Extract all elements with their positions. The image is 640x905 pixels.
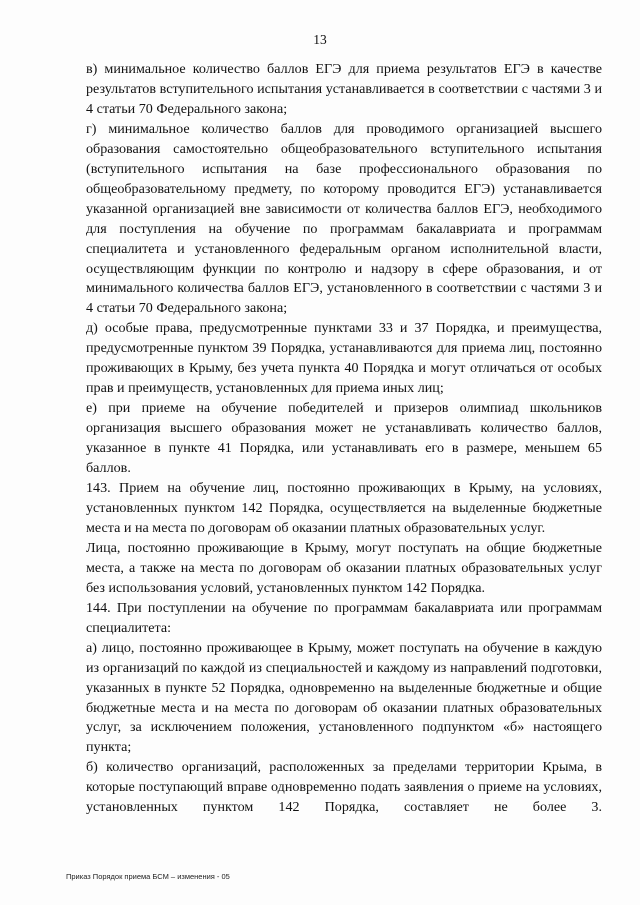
paragraph-143-continued: Лица, постоянно проживающие в Крыму, могут поступать на общие бюджетные места, а также на места по договорам об оказании платных образовательных услуг без использования условий, установленных пунктом 142 Порядка.	[86, 539, 602, 596]
document-body	[86, 60, 602, 818]
paragraph-g: г) минимальное количество баллов для проводимого организацией высшего образования самостоятельно общеобразовательного вступительного испытания (вступительного испытания на базе профессионального образования по общеобразовательному предмету, по которому проводится ЕГЭ) устанавливается указанной организацией вне зависимости от количества баллов ЕГЭ, необходимого для поступления на обучение по программам бакалавриата и программам специалитета и установленного федеральным органом исполнительной власти, осуществляющим функции по контролю и надзору в сфере образования, и от минимального количества баллов ЕГЭ, установленного в соответствии с частями 3 и 4 статьи 70 Федерального закона;	[86, 120, 602, 317]
page-footer: Приказ Порядок приема БСМ – изменения - 05	[66, 872, 230, 881]
paragraph-a: а) лицо, постоянно проживающее в Крыму, может поступать на обучение в каждую из организаций по каждой из специальностей и каждому из направлений подготовки, указанных в пункте 52 Порядка, одновременно на выделенные бюджетные и общие бюджетные места и на места по договорам об оказании платных образовательных услуг, за исключением положения, установленного подпунктом «б» настоящего пункта;	[86, 639, 602, 756]
paragraph-e: е) при приеме на обучение победителей и призеров олимпиад школьников организация высшего образования может не устанавливать количество баллов, указанное в пункте 41 Порядка, или устанавливать его в размере, меньшем 65 баллов.	[86, 400, 602, 477]
paragraph-b: б) количество организаций, расположенных за пределами территории Крыма, в которые поступающий вправе одновременно подать заявления о приеме на условиях, установленных пунктом 142 Порядка, составляет не более 3.	[86, 759, 602, 816]
paragraph-143: 143. Прием на обучение лиц, постоянно проживающих в Крыму, на условиях, установленных пунктом 142 Порядка, осуществляется на выделенные бюджетные места и на места по договорам об оказании платных образовательных услуг.	[86, 480, 602, 536]
paragraph-v: в) минимальное количество баллов ЕГЭ для приема результатов ЕГЭ в качестве результатов вступительного испытания устанавливается в соответствии с частями 3 и 4 статьи 70 Федерального закона;	[86, 61, 602, 117]
paragraph-d: д) особые права, предусмотренные пунктами 33 и 37 Порядка, и преимущества, предусмотренные пунктом 39 Порядка, устанавливаются для приема лиц, постоянно проживающих в Крыму, без учета пункта 40 Порядка и могут отличаться от особых прав и преимуществ, установленных для приема иных лиц;	[86, 320, 602, 397]
paragraph-144: 144. При поступлении на обучение по программам бакалавриата или программам специалитета:	[86, 599, 602, 636]
page-number: 13	[313, 32, 327, 47]
